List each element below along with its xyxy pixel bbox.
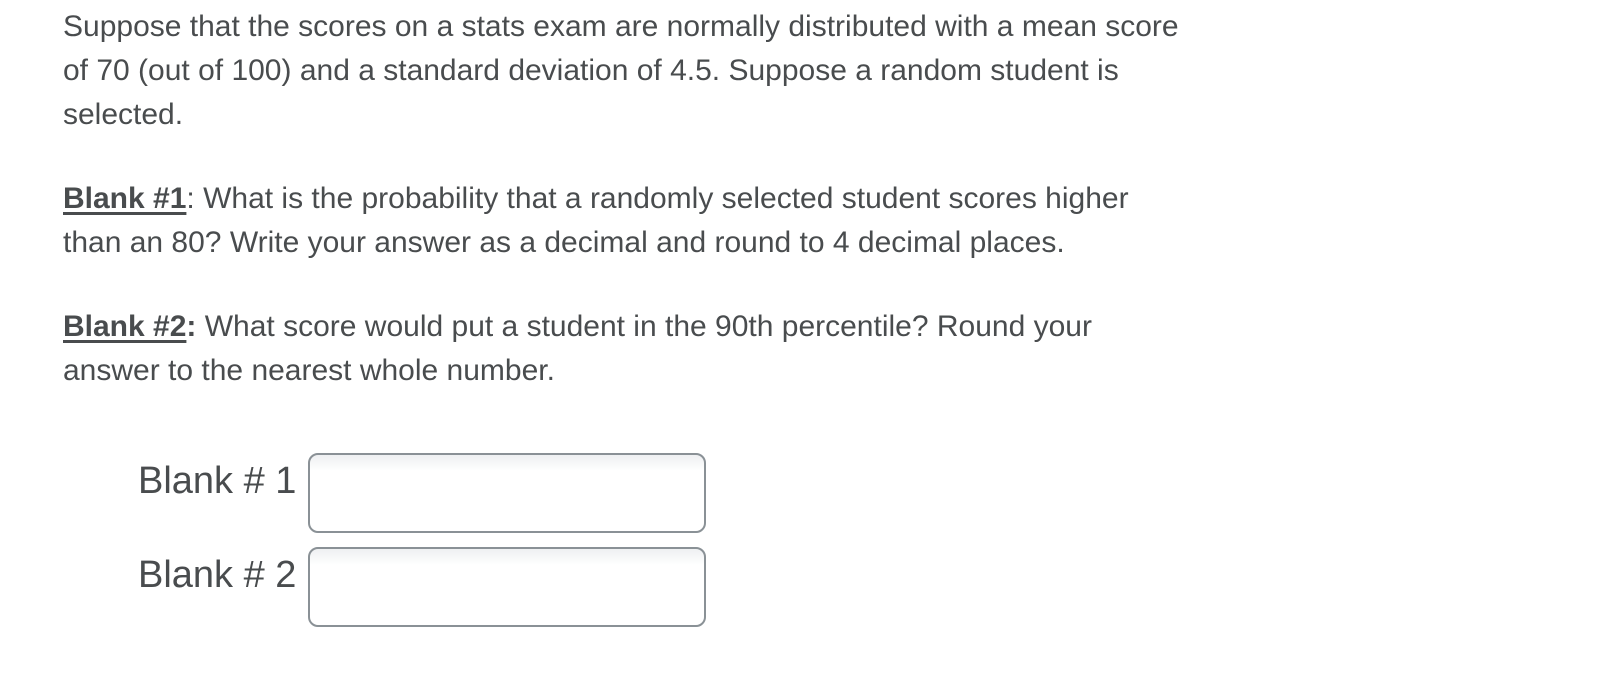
- question-intro-paragraph: [63, 5, 1620, 137]
- blank1-question-label: Blank #1: [63, 182, 187, 215]
- blank1-question-paragraph: [63, 177, 1620, 265]
- blank2-question-paragraph: [63, 305, 1620, 393]
- blank-2-answer-row: [138, 547, 1620, 627]
- blank2-question-line-2: answer to the nearest whole number.: [63, 354, 555, 387]
- blank2-question-line-1: [63, 305, 1620, 349]
- blank-2-field-label: Blank # 2: [138, 554, 297, 596]
- intro-line-2: of 70 (out of 100) and a standard deviation of 4.5. Suppose a random student is: [63, 54, 1119, 87]
- blank-1-field-label: Blank # 1: [138, 460, 297, 502]
- blank2-question-label: Blank #2: [63, 310, 187, 343]
- intro-line-3: selected.: [63, 98, 184, 131]
- intro-line-1: Suppose that the scores on a stats exam are normally distributed with a mean score: [63, 10, 1179, 43]
- blank2-question-text-start: What score would put a student in the 90th percentile? Round your: [196, 310, 1092, 343]
- blank2-question-colon: :: [186, 310, 197, 343]
- blank1-question-text-start: : What is the probability that a randomly selected student scores higher: [186, 182, 1129, 215]
- blank-2-input[interactable]: [308, 547, 706, 627]
- blank-1-answer-row: [138, 453, 1620, 533]
- blank-1-input[interactable]: [308, 453, 706, 533]
- blank1-question-line-2: than an 80? Write your answer as a decimal and round to 4 decimal places.: [63, 226, 1065, 259]
- answer-form: [63, 453, 1620, 627]
- blank1-question-line-1: [63, 177, 1620, 221]
